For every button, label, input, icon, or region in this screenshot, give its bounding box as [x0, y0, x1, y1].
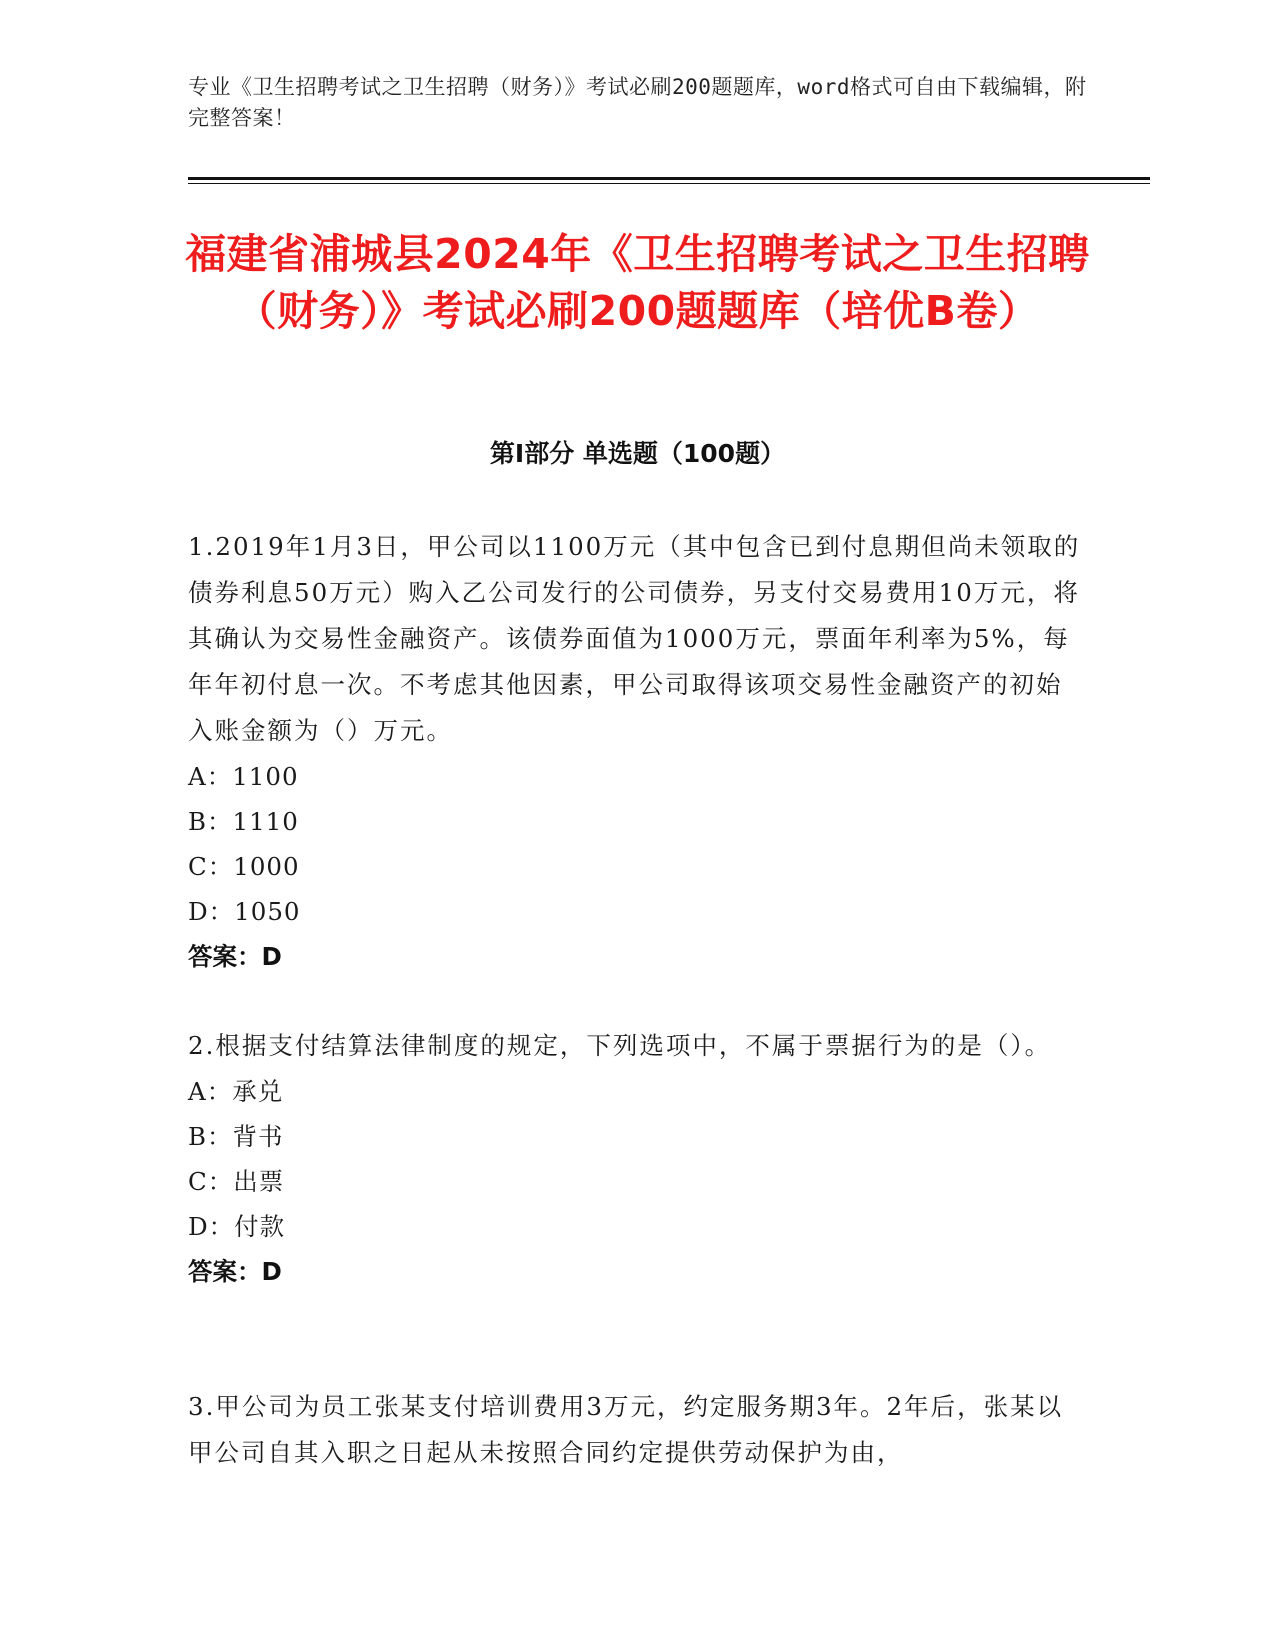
option-c: C：出票 — [188, 1167, 285, 1196]
option-d: D：付款 — [188, 1212, 286, 1241]
option-c: C：1000 — [188, 852, 300, 881]
option-a: A：承兑 — [188, 1077, 284, 1106]
header-divider-thin — [188, 183, 1150, 184]
question-stem: 1.2019年1月3日，甲公司以1100万元（其中包含已到付息期但尚未领取的债券利息50万元）购入乙公司发行的公司债券，另支付交易费用10万元，将其确认为交易性金融资产。该债券面值为1000万元，票面年利率为5%，每年年初付息一次。不考虑其他因素，甲公司取得该项交易性金融资产的初始入账金额为（）万元。 — [188, 532, 1081, 745]
question-3 — [188, 1384, 1088, 1476]
question-2 — [188, 1023, 1088, 1294]
section-title: 第I部分 单选题（100题） — [489, 439, 786, 468]
answer: 答案：D — [188, 942, 282, 971]
option-b: B：背书 — [188, 1122, 284, 1151]
option-a: A：1100 — [188, 762, 299, 791]
option-d: D：1050 — [188, 897, 301, 926]
question-stem: 3.甲公司为员工张某支付培训费用3万元，约定服务期3年。2年后，张某以甲公司自其入职之日起从未按照合同约定提供劳动保护为由， — [188, 1392, 1064, 1467]
question-stem: 2.根据支付结算法律制度的规定，下列选项中，不属于票据行为的是（）。 — [188, 1031, 1052, 1060]
answer: 答案：D — [188, 1257, 282, 1286]
question-1 — [188, 524, 1088, 979]
document-title: 福建省浦城县2024年《卫生招聘考试之卫生招聘（财务）》考试必刷200题题库（培优B卷） — [185, 230, 1090, 335]
option-b: B：1110 — [188, 807, 299, 836]
header-note: 专业《卫生招聘考试之卫生招聘（财务）》考试必刷200题题库，word格式可自由下载编辑，附完整答案！ — [188, 75, 1087, 130]
header-divider — [188, 177, 1150, 180]
